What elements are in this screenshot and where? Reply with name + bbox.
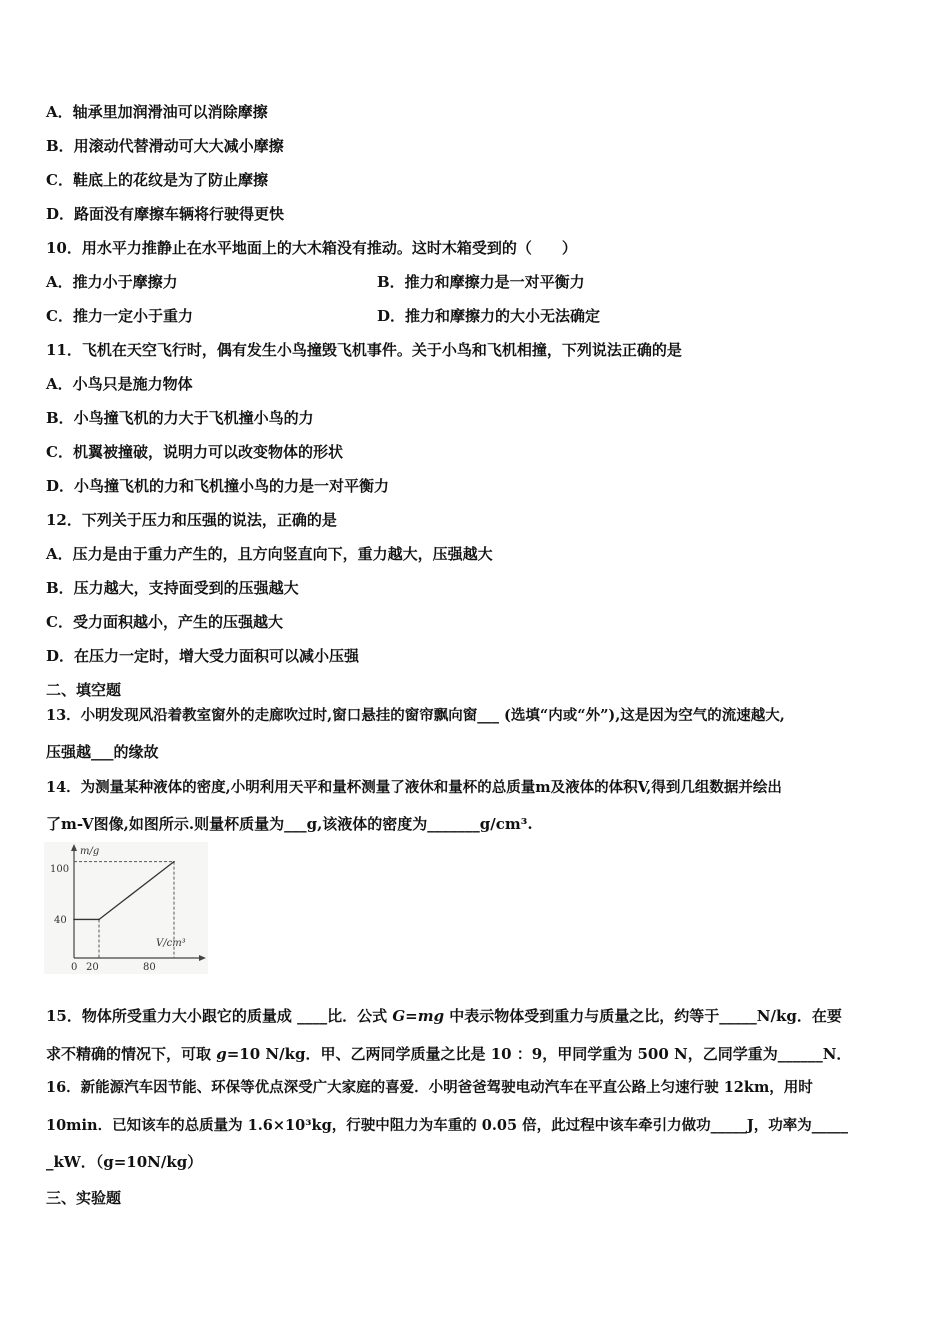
section-heading-experiment: 三、实验题 bbox=[46, 1189, 122, 1207]
data-point-1 bbox=[98, 919, 100, 921]
q15-formula: G=mg bbox=[392, 1007, 445, 1025]
y-axis-label: m/g bbox=[80, 846, 100, 857]
series-segment-1 bbox=[99, 862, 174, 920]
x-tick-20: 20 bbox=[86, 962, 99, 973]
x-tick-80: 80 bbox=[143, 962, 156, 973]
data-point-2 bbox=[173, 861, 175, 863]
m-v-graph-svg bbox=[44, 842, 208, 974]
q15-line-1 bbox=[46, 1006, 842, 1026]
q12-option-b: B．压力越大，支持面受到的压强越大 bbox=[46, 579, 299, 597]
section-heading-fill-blank: 二、填空题 bbox=[46, 681, 122, 699]
q10-option-c: C．推力一定小于重力 bbox=[46, 307, 193, 325]
m-v-graph bbox=[44, 842, 208, 974]
q16-line-3: _kW．（g=10N/kg） bbox=[46, 1153, 203, 1171]
q12-stem: 12．下列关于压力和压强的说法，正确的是 bbox=[46, 511, 337, 529]
q15-text-a: 15．物体所受重力大小跟它的质量成 ____比．公式 bbox=[46, 1007, 393, 1025]
q10-option-a: A．推力小于摩擦力 bbox=[46, 273, 178, 291]
q15-text-d: 求不精确的情况下，可取 bbox=[46, 1045, 217, 1063]
q9-option-d: D．路面没有摩擦车辆将行驶得更快 bbox=[46, 205, 285, 223]
q15-text-c: 中表示物体受到重力与质量之比，约等于_____N/kg．在要 bbox=[444, 1007, 842, 1025]
x-tick-0: 0 bbox=[71, 962, 78, 973]
q15-g-symbol: g bbox=[216, 1045, 227, 1063]
data-point-0 bbox=[73, 919, 75, 921]
x-axis-label: V/cm³ bbox=[156, 938, 186, 949]
q15-line-2 bbox=[46, 1044, 851, 1064]
q11-option-d: D．小鸟撞飞机的力和飞机撞小鸟的力是一对平衡力 bbox=[46, 477, 390, 495]
q11-option-c: C．机翼被撞破，说明力可以改变物体的形状 bbox=[46, 443, 343, 461]
q12-option-c: C．受力面积越小，产生的压强越大 bbox=[46, 613, 283, 631]
q11-stem: 11．飞机在天空飞行时，偶有发生小鸟撞毁飞机事件。关于小鸟和飞机相撞，下列说法正确的是 bbox=[46, 341, 682, 359]
y-axis-arrow bbox=[71, 844, 77, 851]
q11-option-a: A．小鸟只是施力物体 bbox=[46, 375, 193, 393]
q10-stem: 10．用水平力推静止在水平地面上的大木箱没有推动。这时木箱受到的（ ） bbox=[46, 239, 577, 257]
q9-option-b: B．用滚动代替滑动可大大减小摩擦 bbox=[46, 137, 284, 155]
q12-option-a: A．压力是由于重力产生的，且方向竖直向下，重力越大，压强越大 bbox=[46, 545, 493, 563]
q14-line-1: 14．为测量某种液体的密度,小明利用天平和量杯测量了液休和量杯的总质量m及液体的体积V,得到几组数据并绘出 bbox=[46, 779, 782, 796]
q13-line-2: 压强越___的缘故 bbox=[46, 743, 159, 761]
q16-line-2: 10min．已知该车的总质量为 1.6×10³kg，行驶中阻力为车重的 0.05 倍，此过程中该车牵引力做功_____J，功率为_____ bbox=[46, 1117, 848, 1134]
q14-line-2: 了m-V图像,如图所示.则量杯质量为___g,该液体的密度为_______g/cm³. bbox=[46, 815, 533, 833]
q10-option-b: B．推力和摩擦力是一对平衡力 bbox=[377, 273, 585, 291]
x-axis-arrow bbox=[199, 955, 206, 961]
q16-line-1: 16．新能源汽车因节能、环保等优点深受广大家庭的喜爱．小明爸爸驾驶电动汽车在平直公路上匀速行驶 12km，用时 bbox=[46, 1079, 813, 1096]
q10-option-d: D．推力和摩擦力的大小无法确定 bbox=[377, 307, 601, 325]
q9-option-a: A．轴承里加润滑油可以消除摩擦 bbox=[46, 103, 268, 121]
q13-line-1: 13．小明发现风沿着教室窗外的走廊吹过时,窗口悬挂的窗帘飘向窗___ (选填“内或“外”),这是因为空气的流速越大, bbox=[46, 707, 785, 724]
y-tick-40: 40 bbox=[54, 915, 67, 926]
q11-option-b: B．小鸟撞飞机的力大于飞机撞小鸟的力 bbox=[46, 409, 314, 427]
q9-option-c: C．鞋底上的花纹是为了防止摩擦 bbox=[46, 171, 268, 189]
q12-option-d: D．在压力一定时，增大受力面积可以减小压强 bbox=[46, 647, 360, 665]
q15-text-f: =10 N/kg．甲、乙两同学质量之比是 10 ：9，甲同学重为 500 N，乙同学重为______N． bbox=[226, 1045, 852, 1063]
y-tick-100: 100 bbox=[50, 864, 70, 875]
